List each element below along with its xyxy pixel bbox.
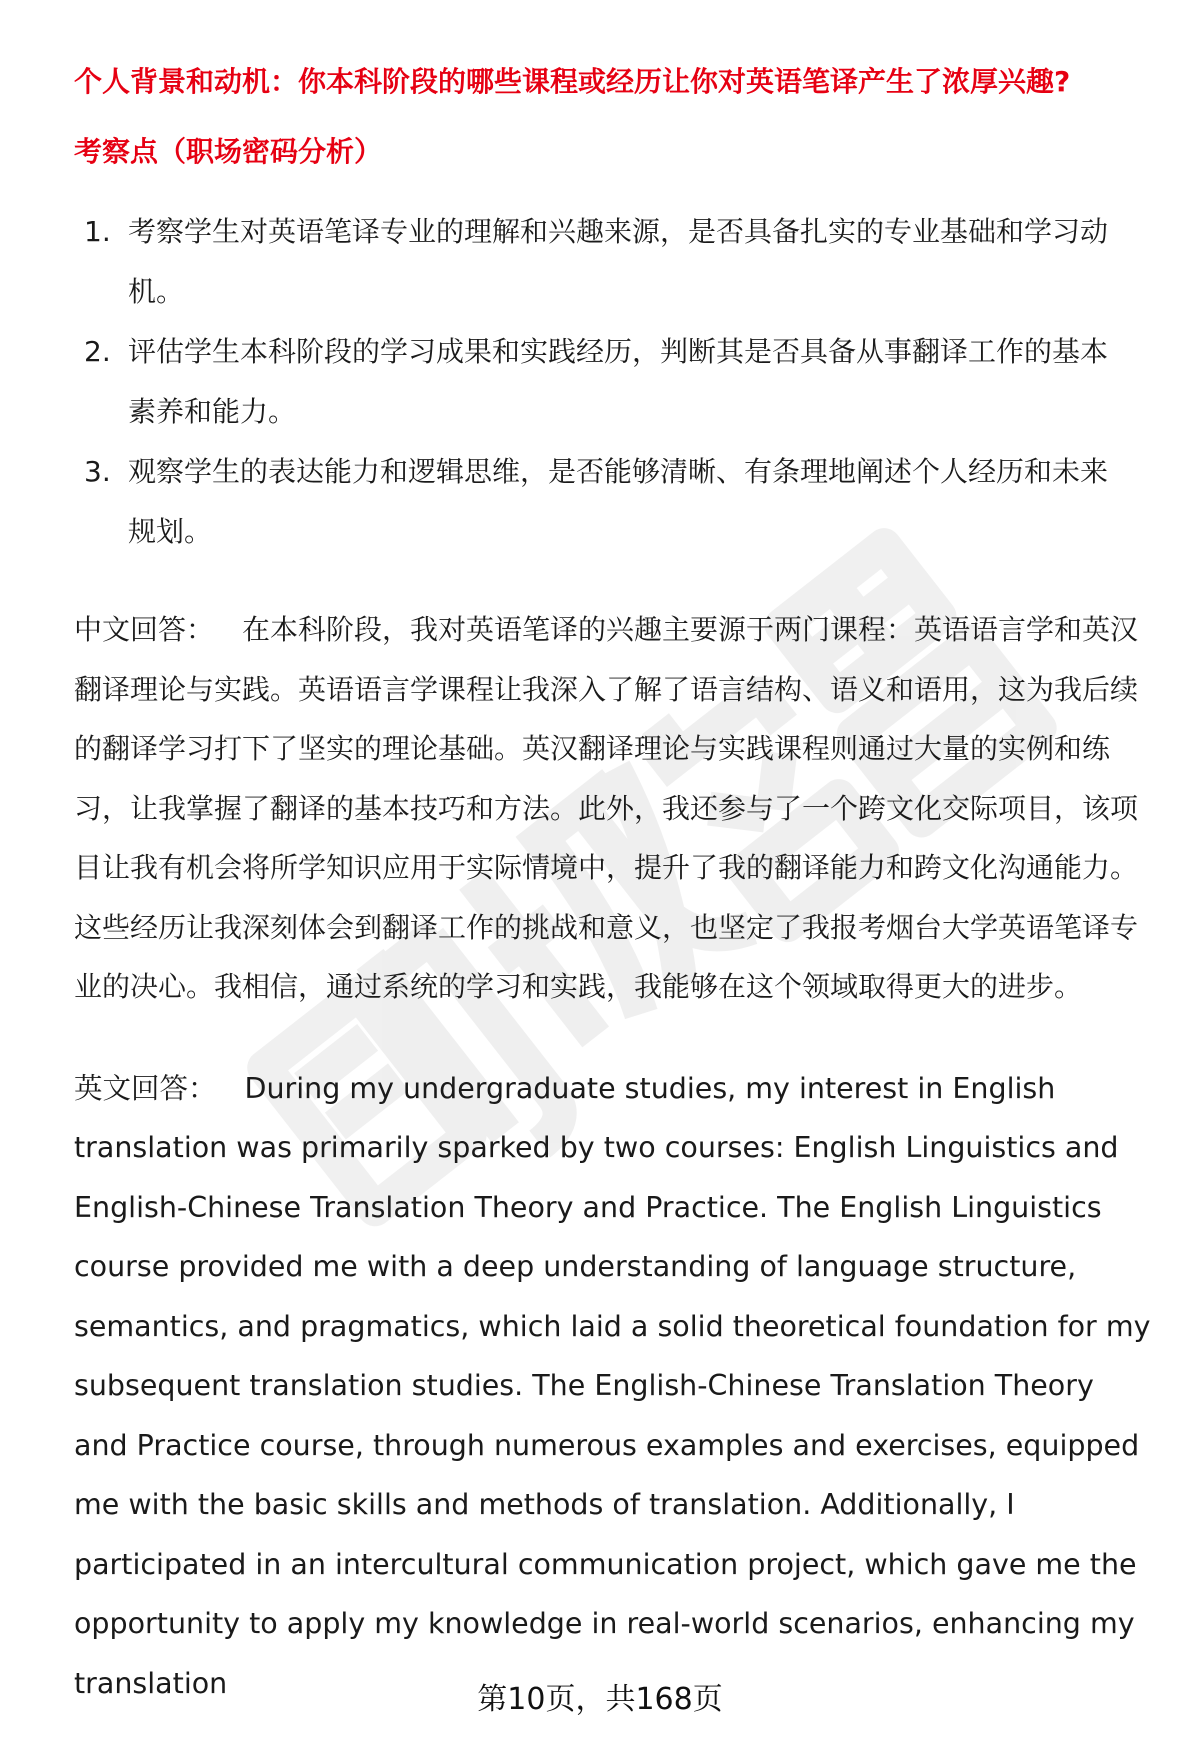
list-item-text: 评估学生本科阶段的学习成果和实践经历，判断其是否具备从事翻译工作的基本素养和能力。	[128, 335, 1109, 428]
list-item-text: 观察学生的表达能力和逻辑思维，是否能够清晰、有条理地阐述个人经历和未来规划。	[128, 455, 1109, 548]
section-title: 考察点（职场密码分析）	[74, 135, 383, 168]
list-item	[74, 202, 1134, 322]
list-item	[74, 322, 1134, 442]
english-answer-paragraph	[74, 1059, 1154, 1714]
document-body	[74, 52, 1154, 1713]
chinese-answer-text: 在本科阶段，我对英语笔译的兴趣主要源于两门课程：英语语言学和英汉翻译理论与实践。英语语言学课程让我深入了解了语言结构、语义和语用，这为我后续的翻译学习打下了坚实的理论基础。英汉翻译理论与实践课程则通过大量的实例和练习，让我掌握了翻译的基本技巧和方法。此外，我还参与了一个跨文化交际项目，该项目让我有机会将所学知识应用于实际情境中，提升了我的翻译能力和跨文化沟通能力。这些经历让我深刻体会到翻译工作的挑战和意义，也坚定了我报考烟台大学英语笔译专业的决心。我相信，通过系统的学习和实践，我能够在这个领域取得更大的进步。	[74, 613, 1139, 1003]
english-answer-text: During my undergraduate studies, my interest in English translation was primarily sparked by two courses: English Linguistics and English-Chinese Translation Theory and Practice. The English Linguistics course provided me with a deep understanding of language structure, semantics, and pragmatics, which laid a solid theoretical foundation for my subsequent translation studies. The English-Chinese Translation Theory and Practice course, through numerous examples and exercises, equipped me with the basic skills and methods of translation. Additionally, I participated in an intercultural communication project, which gave me the opportunity to apply my knowledge in real-world scenarios, enhancing my translation	[74, 1071, 1151, 1700]
english-answer-label: 英文回答：	[74, 1071, 217, 1105]
chinese-answer-paragraph	[74, 600, 1154, 1017]
list-number: 3.	[84, 455, 111, 488]
list-number: 2.	[84, 335, 111, 368]
chinese-answer-label: 中文回答：	[74, 613, 215, 646]
question-heading: 个人背景和动机：你本科阶段的哪些课程或经历让你对英语笔译产生了浓厚兴趣?	[74, 65, 1071, 98]
list-number: 1.	[84, 215, 111, 248]
list-item-text: 考察学生对英语笔译专业的理解和兴趣来源，是否具备扎实的专业基础和学习动机。	[128, 215, 1109, 308]
assessment-points-list	[74, 202, 1154, 562]
page-footer: 第10页，共168页	[477, 1682, 723, 1717]
list-item	[74, 442, 1134, 562]
